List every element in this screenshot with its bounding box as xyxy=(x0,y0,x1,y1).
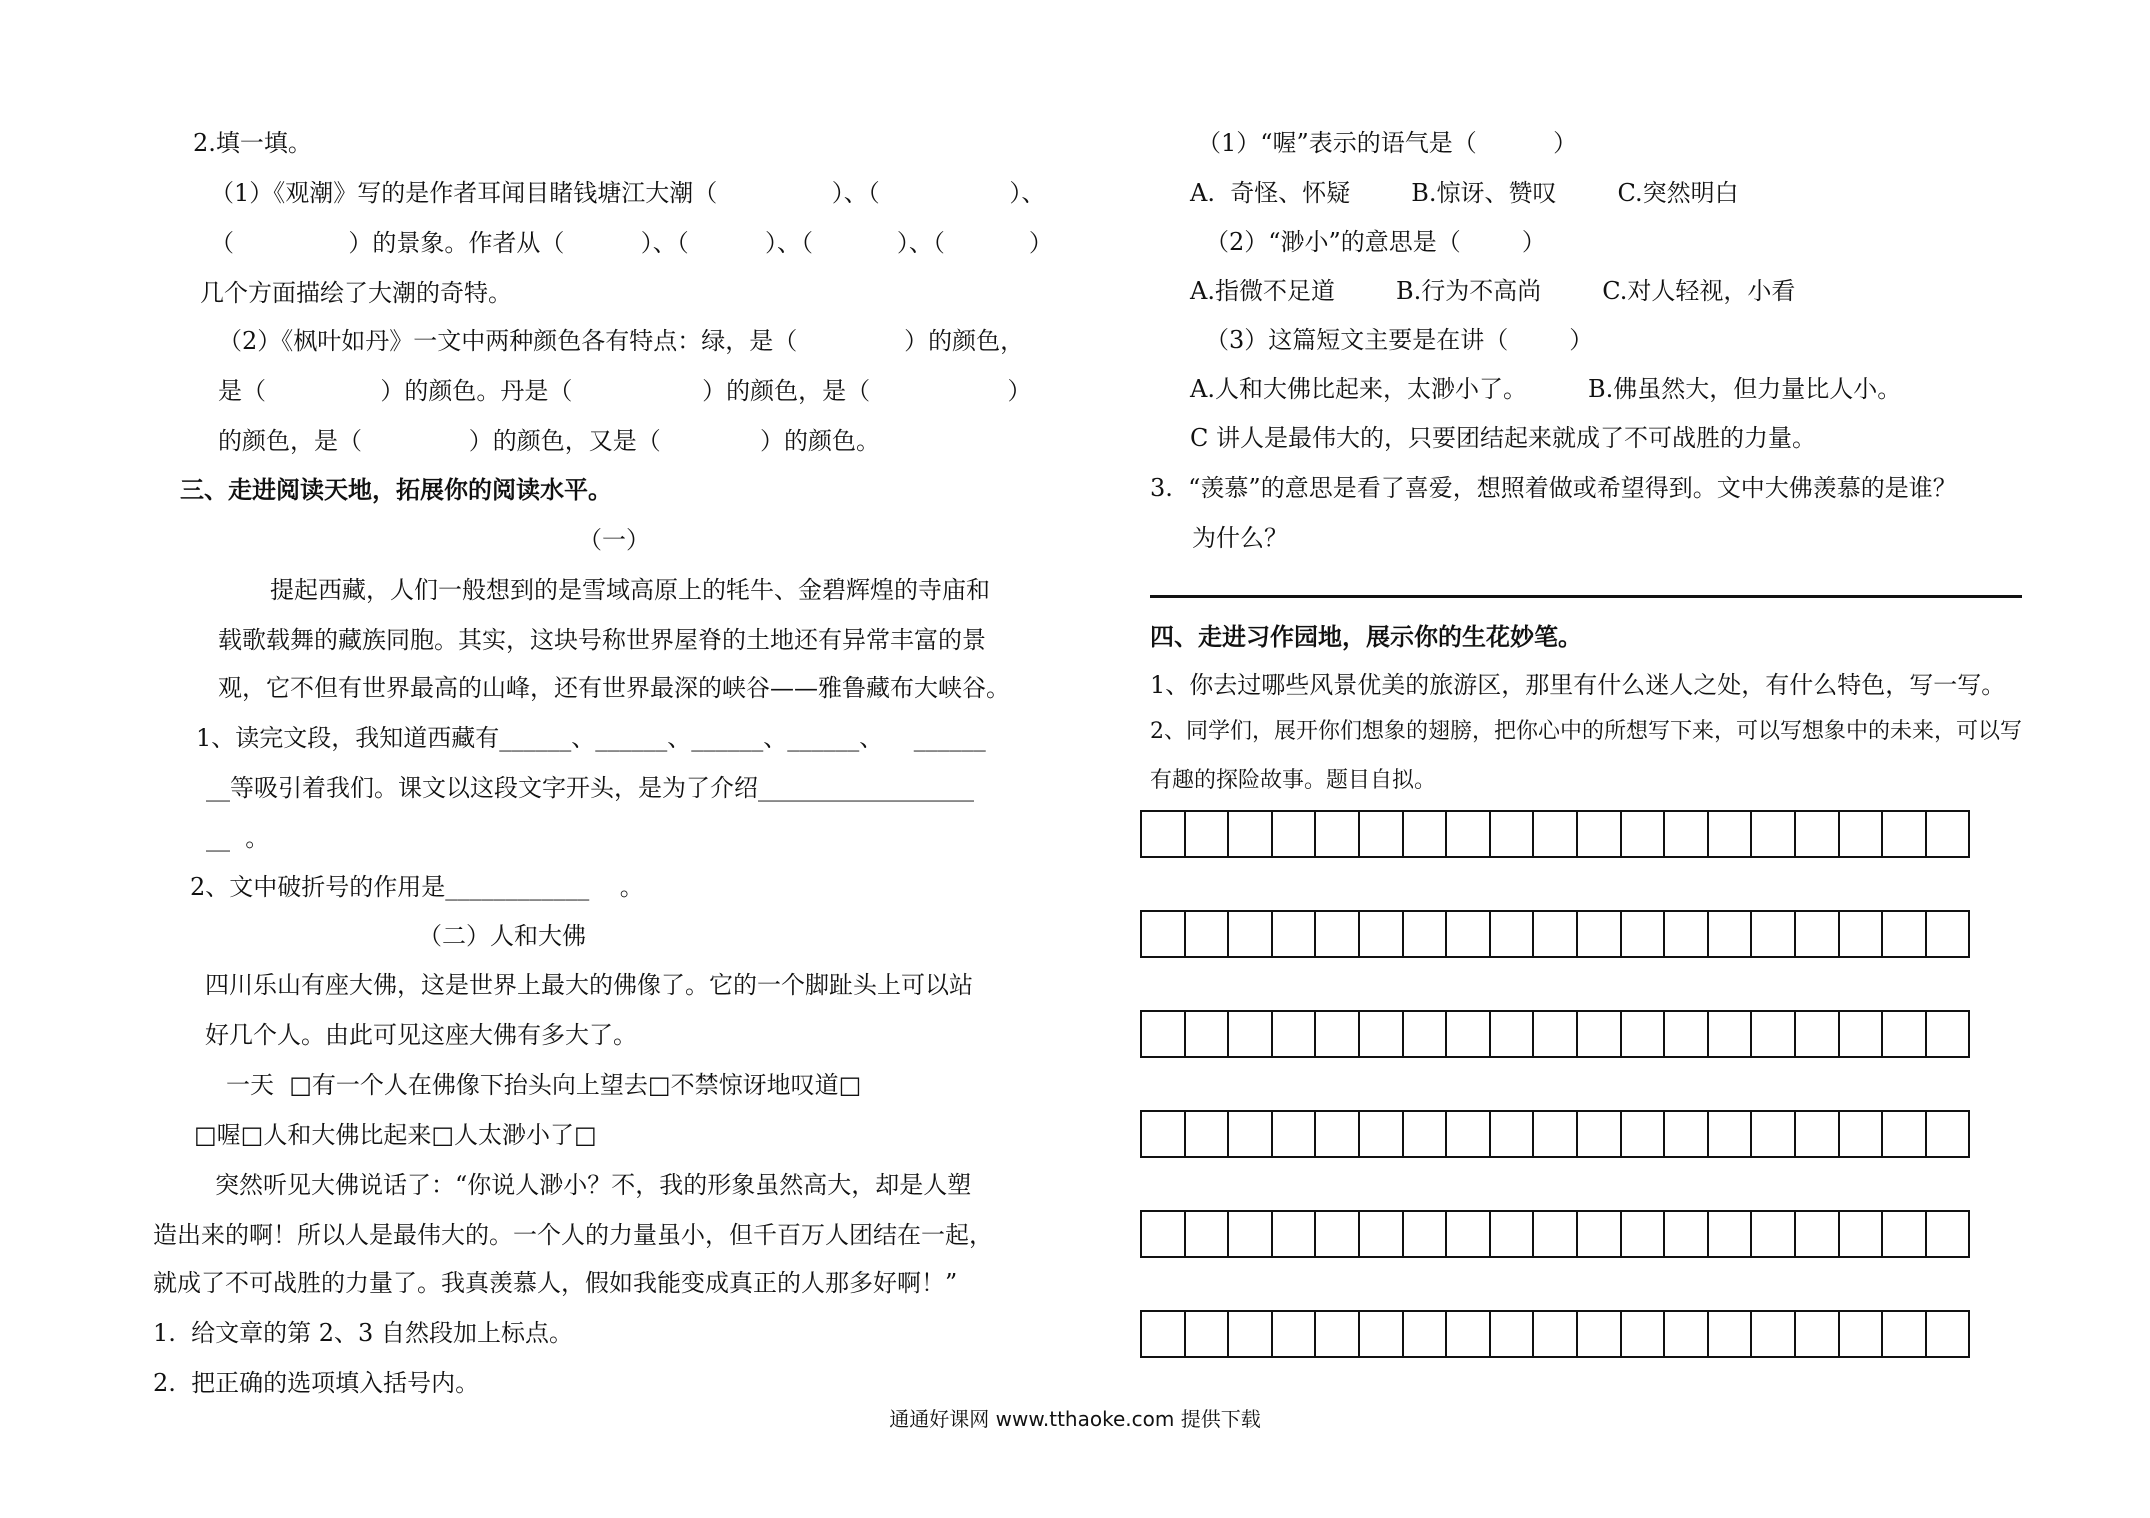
passage-1-line-1: 提起西藏，人们一般想到的是雪域高原上的牦牛、金碧辉煌的寺庙和 xyxy=(270,576,990,604)
grid-cell[interactable] xyxy=(1184,1310,1230,1358)
grid-cell[interactable] xyxy=(1358,810,1404,858)
writing-grid-row[interactable] xyxy=(1140,1310,1970,1358)
grid-cell[interactable] xyxy=(1271,1210,1317,1258)
grid-cell[interactable] xyxy=(1838,910,1884,958)
grid-cell[interactable] xyxy=(1445,810,1491,858)
fengye-line-1: （2）《枫叶如丹》一文中两种颜色各有特点：绿，是（ ）的颜色， xyxy=(218,327,1025,355)
grid-cell[interactable] xyxy=(1881,910,1927,958)
grid-cell[interactable] xyxy=(1314,910,1360,958)
passage-1-heading: （一） xyxy=(578,526,650,554)
grid-cell[interactable] xyxy=(1620,910,1666,958)
answer-rule-line xyxy=(1150,595,2022,598)
grid-cell[interactable] xyxy=(1881,1010,1927,1058)
writing-task-2-line-2: 有趣的探险故事。题目自拟。 xyxy=(1150,768,1437,793)
fengye-line-3: 的颜色，是（ ）的颜色，又是（ ）的颜色。 xyxy=(218,427,880,455)
grid-cell[interactable] xyxy=(1227,810,1273,858)
grid-cell[interactable] xyxy=(1358,1210,1404,1258)
grid-cell[interactable] xyxy=(1576,1110,1622,1158)
grid-cell[interactable] xyxy=(1838,1110,1884,1158)
question-3-line-2: 为什么？ xyxy=(1192,524,1288,552)
passage-2-line-5: 突然听见大佛说话了：“你说人渺小？不，我的形象虽然高大，却是人塑 xyxy=(215,1171,972,1199)
grid-cell[interactable] xyxy=(1925,1010,1971,1058)
passage-question-2: 2. 把正确的选项填入括号内。 xyxy=(153,1369,480,1397)
question-1-line-3: __ 。 xyxy=(206,824,270,852)
guanchao-line-3: 几个方面描绘了大潮的奇特。 xyxy=(200,279,512,307)
writing-grid-row[interactable] xyxy=(1140,1210,1970,1258)
question-2: 2、文中破折号的作用是____________ 。 xyxy=(190,873,644,901)
grid-cell[interactable] xyxy=(1620,1310,1666,1358)
grid-cell[interactable] xyxy=(1620,1110,1666,1158)
grid-cell[interactable] xyxy=(1794,1310,1840,1358)
grid-cell[interactable] xyxy=(1314,1010,1360,1058)
grid-cell[interactable] xyxy=(1184,1210,1230,1258)
grid-cell[interactable] xyxy=(1402,910,1448,958)
grid-cell[interactable] xyxy=(1314,1310,1360,1358)
passage-2-line-7: 就成了不可战胜的力量了。我真羡慕人，假如我能变成真正的人那多好啊！” xyxy=(153,1269,958,1297)
grid-cell[interactable] xyxy=(1532,1310,1578,1358)
grid-cell[interactable] xyxy=(1184,1010,1230,1058)
grid-cell[interactable] xyxy=(1663,1010,1709,1058)
grid-cell[interactable] xyxy=(1532,1110,1578,1158)
guanchao-line-2: （ ）的景象。作者从（ ）、（ ）、（ ）、（ ） xyxy=(210,229,1053,257)
writing-task-2-line-1: 2、同学们，展开你们想象的翅膀，把你心中的所想写下来，可以写想象中的未来，可以写 xyxy=(1150,719,2023,744)
grid-cell[interactable] xyxy=(1707,1310,1753,1358)
grid-cell[interactable] xyxy=(1184,1110,1230,1158)
grid-cell[interactable] xyxy=(1227,910,1273,958)
grid-cell[interactable] xyxy=(1663,810,1709,858)
passage-1-line-2: 载歌载舞的藏族同胞。其实，这块号称世界屋脊的土地还有异常丰富的景 xyxy=(218,626,986,654)
grid-cell[interactable] xyxy=(1532,1210,1578,1258)
grid-cell[interactable] xyxy=(1576,1210,1622,1258)
grid-cell[interactable] xyxy=(1707,1210,1753,1258)
writing-grid-row[interactable] xyxy=(1140,910,1970,958)
grid-cell[interactable] xyxy=(1271,1110,1317,1158)
grid-cell[interactable] xyxy=(1532,1010,1578,1058)
grid-cell[interactable] xyxy=(1140,1010,1186,1058)
grid-cell[interactable] xyxy=(1314,1210,1360,1258)
grid-cell[interactable] xyxy=(1227,1310,1273,1358)
grid-cell[interactable] xyxy=(1925,1110,1971,1158)
grid-cell[interactable] xyxy=(1620,1210,1666,1258)
grid-cell[interactable] xyxy=(1489,810,1535,858)
grid-cell[interactable] xyxy=(1663,1110,1709,1158)
grid-cell[interactable] xyxy=(1750,810,1796,858)
grid-cell[interactable] xyxy=(1576,810,1622,858)
grid-cell[interactable] xyxy=(1445,1310,1491,1358)
passage-2-line-1: 四川乐山有座大佛，这是世界上最大的佛像了。它的一个脚趾头上可以站 xyxy=(205,971,973,999)
grid-cell[interactable] xyxy=(1271,1310,1317,1358)
grid-cell[interactable] xyxy=(1489,1010,1535,1058)
grid-cell[interactable] xyxy=(1838,1010,1884,1058)
sub-question-2: （2）“渺小”的意思是（ ） xyxy=(1205,228,1546,256)
grid-cell[interactable] xyxy=(1402,810,1448,858)
writing-grid-row[interactable] xyxy=(1140,810,1970,858)
grid-cell[interactable] xyxy=(1402,1010,1448,1058)
passage-question-1: 1. 给文章的第 2、3 自然段加上标点。 xyxy=(153,1319,573,1347)
grid-cell[interactable] xyxy=(1750,1010,1796,1058)
passage-2-heading: （二）人和大佛 xyxy=(418,922,586,950)
grid-cell[interactable] xyxy=(1881,810,1927,858)
passage-2-line-2: 好几个人。由此可见这座大佛有多大了。 xyxy=(205,1021,637,1049)
footer-credit: 通通好课网 www.tthaoke.com 提供下载 xyxy=(889,1407,1261,1431)
fill-in-title: 2.填一填。 xyxy=(193,129,312,157)
fengye-line-2: 是（ ）的颜色。丹是（ ）的颜色，是（ ） xyxy=(218,377,1032,405)
grid-cell[interactable] xyxy=(1838,810,1884,858)
grid-cell[interactable] xyxy=(1445,1010,1491,1058)
grid-cell[interactable] xyxy=(1184,910,1230,958)
writing-task-1: 1、你去过哪些风景优美的旅游区，那里有什么迷人之处，有什么特色，写一写。 xyxy=(1150,671,2006,699)
grid-cell[interactable] xyxy=(1358,910,1404,958)
grid-cell[interactable] xyxy=(1838,1310,1884,1358)
grid-cell[interactable] xyxy=(1881,1110,1927,1158)
grid-cell[interactable] xyxy=(1445,1110,1491,1158)
grid-cell[interactable] xyxy=(1140,1310,1186,1358)
grid-cell[interactable] xyxy=(1663,1310,1709,1358)
grid-cell[interactable] xyxy=(1707,1110,1753,1158)
sub-question-3: （3）这篇短文主要是在讲（ ） xyxy=(1205,326,1594,354)
writing-grid-row[interactable] xyxy=(1140,1010,1970,1058)
guanchao-line-1: （1）《观潮》写的是作者耳闻目睹钱塘江大潮（ ）、（ ）、 xyxy=(210,179,1046,207)
grid-cell[interactable] xyxy=(1532,910,1578,958)
grid-cell[interactable] xyxy=(1750,1110,1796,1158)
grid-cell[interactable] xyxy=(1794,810,1840,858)
grid-cell[interactable] xyxy=(1576,1310,1622,1358)
passage-2-line-6: 造出来的啊！所以人是最伟大的。一个人的力量虽小，但千百万人团结在一起， xyxy=(153,1221,993,1249)
sub-question-2-options: A.指微不足道 B.行为不高尚 C.对人轻视，小看 xyxy=(1190,277,1796,305)
grid-cell[interactable] xyxy=(1402,1310,1448,1358)
question-1-line-1: 1、读完文段，我知道西藏有______、______、______、______、 ______ xyxy=(196,724,986,752)
grid-cell[interactable] xyxy=(1489,1110,1535,1158)
grid-cell[interactable] xyxy=(1402,1210,1448,1258)
grid-cell[interactable] xyxy=(1227,1010,1273,1058)
grid-cell[interactable] xyxy=(1532,810,1578,858)
sub-question-1: （1）“喔”表示的语气是（ ） xyxy=(1197,129,1578,157)
grid-cell[interactable] xyxy=(1750,1210,1796,1258)
grid-cell[interactable] xyxy=(1184,810,1230,858)
grid-cell[interactable] xyxy=(1402,1110,1448,1158)
grid-cell[interactable] xyxy=(1663,1210,1709,1258)
grid-cell[interactable] xyxy=(1707,1010,1753,1058)
grid-cell[interactable] xyxy=(1925,910,1971,958)
grid-cell[interactable] xyxy=(1794,1010,1840,1058)
grid-cell[interactable] xyxy=(1750,1310,1796,1358)
grid-cell[interactable] xyxy=(1445,1210,1491,1258)
passage-2-line-4: □喔□人和大佛比起来□人太渺小了□ xyxy=(194,1121,597,1149)
grid-cell[interactable] xyxy=(1314,1110,1360,1158)
sub-question-3-option-c: C 讲人是最伟大的，只要团结起来就成了不可战胜的力量。 xyxy=(1190,424,1816,452)
grid-cell[interactable] xyxy=(1925,1310,1971,1358)
grid-cell[interactable] xyxy=(1445,910,1491,958)
sub-question-1-options: A. 奇怪、怀疑 B.惊讶、赞叹 C.突然明白 xyxy=(1190,179,1739,207)
grid-cell[interactable] xyxy=(1227,1210,1273,1258)
grid-cell[interactable] xyxy=(1881,1210,1927,1258)
grid-cell[interactable] xyxy=(1794,910,1840,958)
grid-cell[interactable] xyxy=(1489,910,1535,958)
grid-cell[interactable] xyxy=(1750,910,1796,958)
grid-cell[interactable] xyxy=(1140,810,1186,858)
grid-cell[interactable] xyxy=(1707,810,1753,858)
grid-cell[interactable] xyxy=(1663,910,1709,958)
grid-cell[interactable] xyxy=(1140,1110,1186,1158)
writing-grid-row[interactable] xyxy=(1140,1110,1970,1158)
passage-2-line-3: 一天 □有一个人在佛像下抬头向上望去□不禁惊讶地叹道□ xyxy=(226,1071,862,1099)
grid-cell[interactable] xyxy=(1489,1210,1535,1258)
grid-cell[interactable] xyxy=(1140,910,1186,958)
grid-cell[interactable] xyxy=(1140,1210,1186,1258)
grid-cell[interactable] xyxy=(1314,810,1360,858)
grid-cell[interactable] xyxy=(1358,1110,1404,1158)
grid-cell[interactable] xyxy=(1271,810,1317,858)
grid-cell[interactable] xyxy=(1576,910,1622,958)
grid-cell[interactable] xyxy=(1271,910,1317,958)
question-3-line-1: 3. “羡慕”的意思是看了喜爱，想照着做或希望得到。文中大佛羡慕的是谁？ xyxy=(1150,474,1957,502)
grid-cell[interactable] xyxy=(1707,910,1753,958)
section-4-title: 四、走进习作园地，展示你的生花妙笔。 xyxy=(1150,622,1582,651)
grid-cell[interactable] xyxy=(1925,810,1971,858)
grid-cell[interactable] xyxy=(1838,1210,1884,1258)
grid-cell[interactable] xyxy=(1620,1010,1666,1058)
grid-cell[interactable] xyxy=(1271,1010,1317,1058)
passage-1-line-3: 观，它不但有世界最高的山峰，还有世界最深的峡谷——雅鲁藏布大峡谷。 xyxy=(218,674,1010,702)
grid-cell[interactable] xyxy=(1794,1210,1840,1258)
grid-cell[interactable] xyxy=(1489,1310,1535,1358)
sub-question-3-options-ab: A.人和大佛比起来，太渺小了。 B.佛虽然大，但力量比人小。 xyxy=(1190,375,1902,403)
grid-cell[interactable] xyxy=(1227,1110,1273,1158)
grid-cell[interactable] xyxy=(1620,810,1666,858)
question-1-line-2: __等吸引着我们。课文以这段文字开头，是为了介绍__________________ xyxy=(206,774,974,802)
grid-cell[interactable] xyxy=(1881,1310,1927,1358)
grid-cell[interactable] xyxy=(1576,1010,1622,1058)
section-3-title: 三、走进阅读天地，拓展你的阅读水平。 xyxy=(180,475,612,504)
grid-cell[interactable] xyxy=(1358,1010,1404,1058)
grid-cell[interactable] xyxy=(1794,1110,1840,1158)
grid-cell[interactable] xyxy=(1925,1210,1971,1258)
grid-cell[interactable] xyxy=(1358,1310,1404,1358)
